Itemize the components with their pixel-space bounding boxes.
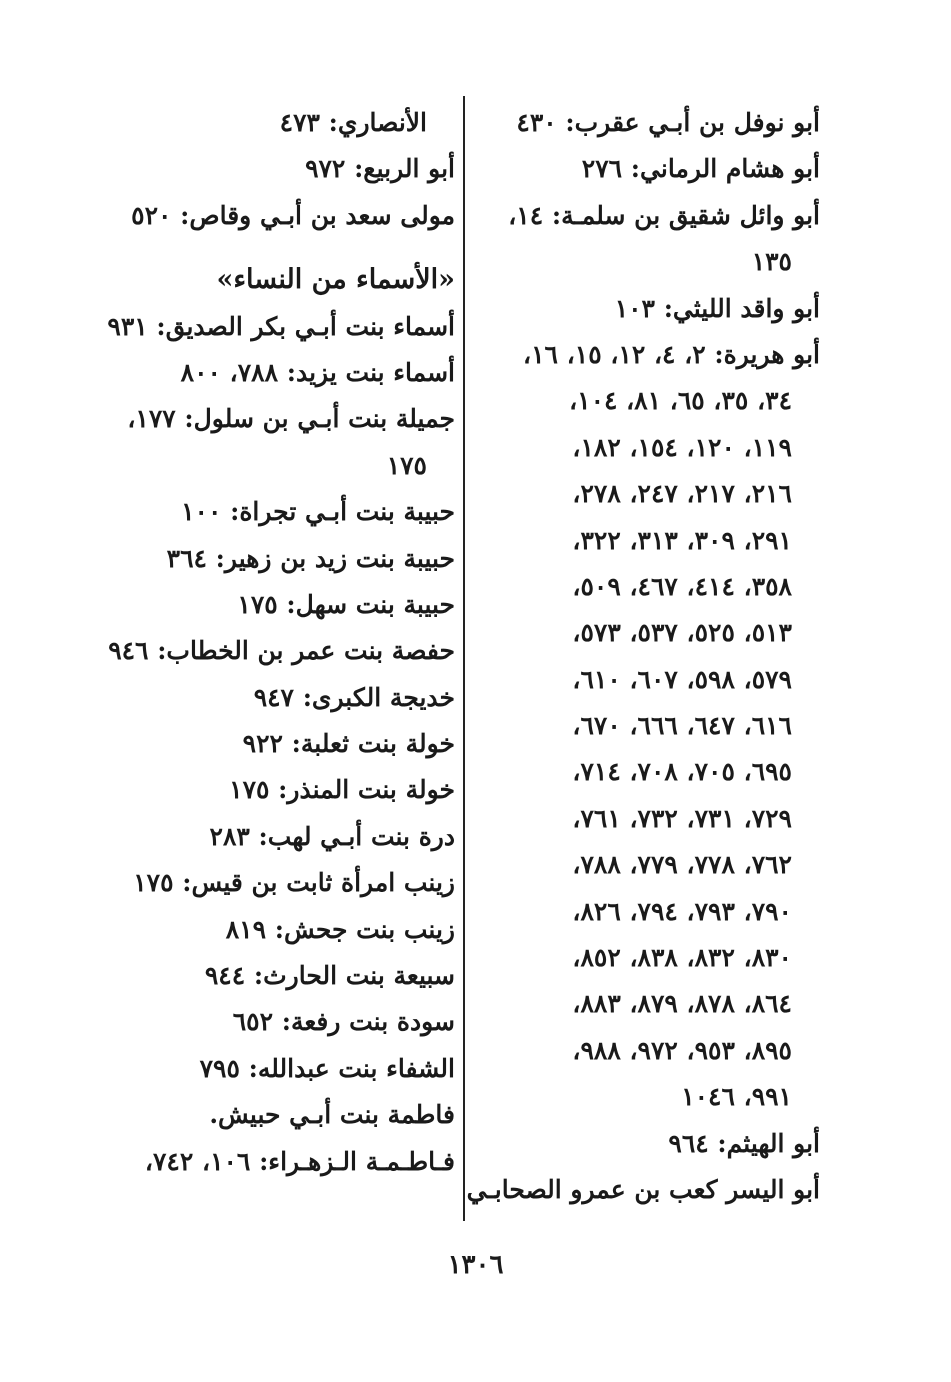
column-divider bbox=[463, 96, 465, 1221]
index-line: ٧٦٢، ٧٧٨، ٧٧٩، ٧٨٨، bbox=[572, 850, 792, 880]
index-line: الأنصاري: ٤٧٣ bbox=[279, 108, 427, 137]
index-line: ٧٢٩، ٧٣١، ٧٣٢، ٧٦١، bbox=[572, 803, 792, 833]
index-line: ١١٩، ١٢٠، ١٥٤، ١٨٢، bbox=[572, 432, 792, 462]
index-line: حفصة بنت عمر بن الخطاب: ٩٤٦ bbox=[108, 636, 455, 666]
index-line: ٨٦٤، ٨٧٨، ٨٧٩، ٨٨٣، bbox=[572, 989, 792, 1019]
index-line: أبو الهيثم: ٩٦٤ bbox=[668, 1128, 820, 1158]
index-line: أسماء بنت يزيد: ٧٨٨، ٨٠٠ bbox=[180, 357, 455, 387]
index-line: ٦١٦، ٦٤٧، ٦٦٦، ٦٧٠، bbox=[572, 711, 792, 741]
section-heading: «الأسماء من النساء» bbox=[216, 264, 455, 296]
index-line: فـاطـمـة الـزهـراء: ١٠٦، ٧٤٢، bbox=[144, 1146, 455, 1176]
index-line: درة بنت أبـي لهب: ٢٨٣ bbox=[209, 821, 455, 851]
index-line: أبو اليسر كعب بن عمرو الصحابـي bbox=[466, 1174, 820, 1204]
index-line: حبيبة بنت أبـي تجراة: ١٠٠ bbox=[181, 497, 455, 527]
index-line: فاطمة بنت أبـي حبيش. bbox=[209, 1100, 455, 1130]
index-line: ٢٩١، ٣٠٩، ٣١٣، ٣٢٢، bbox=[572, 525, 792, 555]
index-line: أبو هريرة: ٢، ٤، ١٢، ١٥، ١٦، bbox=[523, 339, 820, 369]
index-line: ٣٥٨، ٤١٤، ٤٦٧، ٥٠٩، bbox=[572, 571, 792, 601]
index-line: جميلة بنت أبـي بن سلول: ١٧٧، bbox=[127, 404, 455, 434]
left-top-entries bbox=[110, 100, 455, 239]
index-line: حبيبة بنت سهل: ١٧٥ bbox=[237, 589, 455, 619]
index-line: أبو وائل شقيق بن سلمـة: ١٤، bbox=[508, 200, 820, 230]
index-line: ٧٩٠، ٧٩٣، ٧٩٤، ٨٢٦، bbox=[572, 896, 792, 926]
index-line: ١٧٥ bbox=[386, 450, 427, 480]
index-line: أبو واقد الليثي: ١٠٣ bbox=[614, 293, 820, 323]
index-line: سودة بنت رفعة: ٦٥٢ bbox=[232, 1007, 455, 1037]
index-line: ٨٣٠، ٨٣٢، ٨٣٨، ٨٥٢، bbox=[572, 943, 792, 973]
index-line: ٥٧٩، ٥٩٨، ٦٠٧، ٦١٠، bbox=[572, 664, 792, 694]
index-line: خولة بنت المنذر: ١٧٥ bbox=[229, 775, 455, 805]
index-line: ٩٩١، ١٠٤٦ bbox=[681, 1082, 792, 1112]
index-line: ٣٤، ٣٥، ٦٥، ٨١، ١٠٤، bbox=[569, 386, 792, 416]
index-line: أبو الربيع: ٩٧٢ bbox=[305, 154, 455, 184]
index-line: الشفاء بنت عبدالله: ٧٩٥ bbox=[199, 1053, 455, 1083]
index-line: خديجة الكبرى: ٩٤٧ bbox=[253, 682, 455, 712]
index-line: ٦٩٥، ٧٠٥، ٧٠٨، ٧١٤، bbox=[572, 757, 792, 787]
index-line: أبو هشام الرماني: ٢٧٦ bbox=[581, 154, 820, 184]
index-line: سبيعة بنت الحارث: ٩٤٤ bbox=[204, 961, 455, 991]
page-number: ١٣٠٦ bbox=[447, 1250, 504, 1280]
index-line: ٢١٦، ٢١٧، ٢٤٧، ٢٧٨، bbox=[572, 479, 792, 509]
index-line: خولة بنت ثعلبة: ٩٢٢ bbox=[242, 729, 455, 759]
index-column-right bbox=[466, 100, 820, 1213]
index-line: أسماء بنت أبـي بكر الصديق: ٩٣١ bbox=[107, 311, 455, 341]
left-entries bbox=[107, 304, 455, 1185]
index-line: حبيبة بنت زيد بن زهير: ٣٦٤ bbox=[166, 543, 455, 573]
index-line: ٥١٣، ٥٢٥، ٥٣٧، ٥٧٣، bbox=[572, 618, 792, 648]
index-line: أبو نوفل بن أبـي عقرب: ٤٣٠ bbox=[516, 108, 820, 137]
index-line: زينب امرأة ثابت بن قيس: ١٧٥ bbox=[133, 868, 455, 898]
index-line: زينب بنت جحش: ٨١٩ bbox=[225, 914, 455, 944]
section-gap bbox=[110, 239, 455, 257]
index-line: ٨٩٥، ٩٥٣، ٩٧٢، ٩٨٨، bbox=[572, 1035, 792, 1065]
index-column-left bbox=[107, 100, 455, 1185]
index-line: ١٣٥ bbox=[751, 247, 792, 277]
index-line: مولى سعد بن أبـي وقاص: ٥٢٠ bbox=[131, 200, 455, 230]
